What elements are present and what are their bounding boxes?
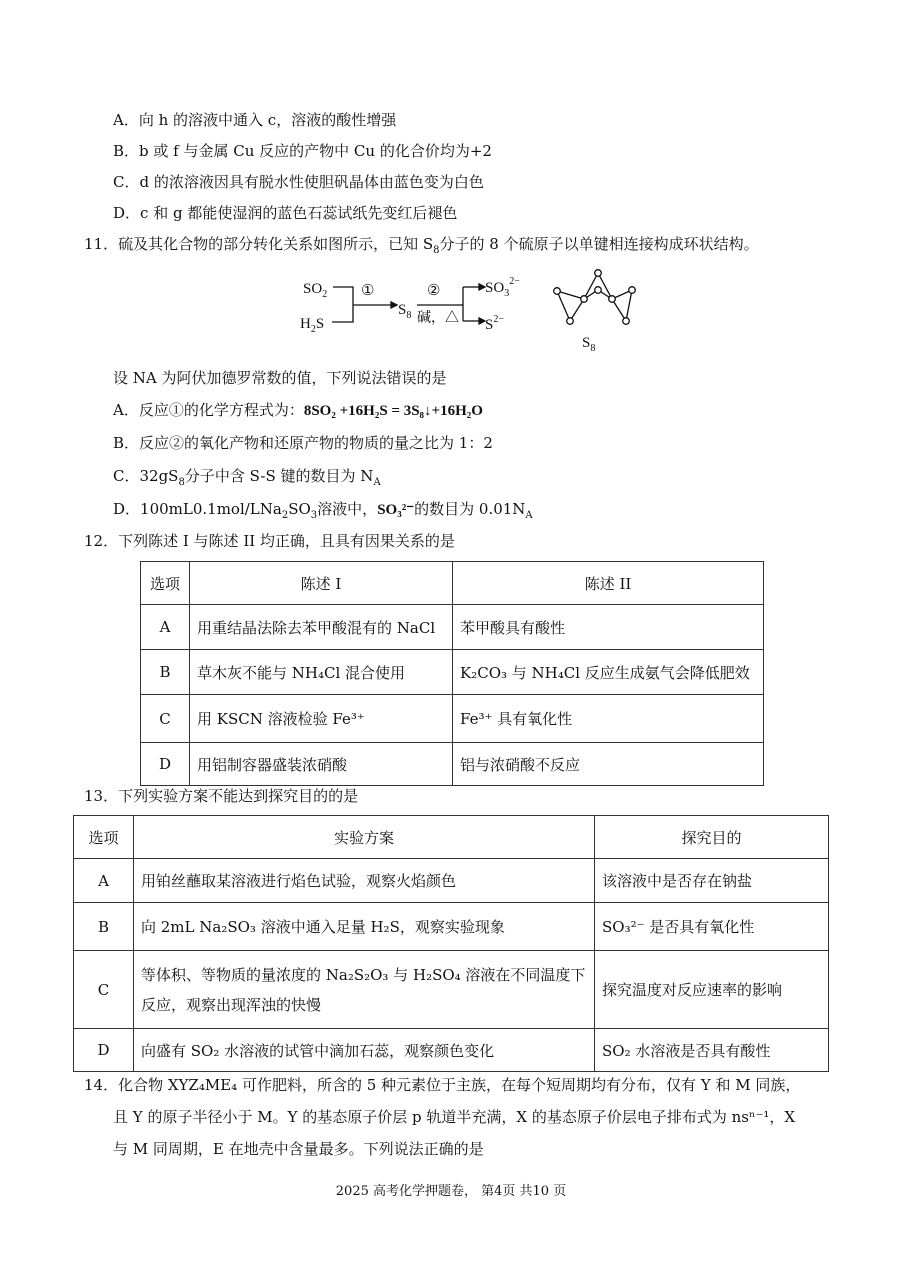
header-cell: 探究目的 (595, 816, 829, 859)
q12-table (140, 561, 764, 786)
header-cell: 选项 (141, 562, 190, 605)
table-cell: 用铝制容器盛装浓硝酸 (190, 743, 453, 786)
table-cell: D (74, 1029, 134, 1072)
table-cell: B (74, 903, 134, 951)
q10-option-c: C．d 的浓溶液因具有脱水性使胆矾晶体由蓝色变为白色 (113, 173, 484, 191)
table-row (141, 695, 764, 743)
q11-option-c: C．$32gS_8$分子中含 S-S 键的数目为 $N_A$ (113, 467, 381, 488)
so2-label: $SO_2$ (303, 281, 328, 300)
q11-intro: 设 NA 为阿伏加德罗常数的值，下列说法错误的是 (113, 369, 447, 387)
table-cell: 用 KSCN 溶液检验 Fe³⁺ (190, 695, 453, 743)
table-cell: 苯甲酸具有酸性 (453, 605, 764, 650)
q13-table (73, 815, 829, 1072)
s8-ring-structure (554, 270, 636, 325)
table-cell: A (141, 605, 190, 650)
q14-line-3: 与 M 同周期，E 在地壳中含量最多。下列说法正确的是 (113, 1140, 484, 1158)
table-row (141, 650, 764, 695)
table-cell: 该溶液中是否存在钠盐 (595, 859, 829, 903)
condition-label: 碱，△ (417, 311, 459, 326)
table-cell: 探究温度对反应速率的影响 (595, 951, 829, 1029)
table-row (74, 1029, 829, 1072)
q11-option-a: A．反应①的化学方程式为：8SO₂ +16H₂S = 3S₈↓+16H₂O (113, 401, 483, 419)
table-cell: 铝与浓硝酸不反应 (453, 743, 764, 786)
header-cell: 实验方案 (134, 816, 595, 859)
table-cell: SO₃²⁻ 是否具有氧化性 (595, 903, 829, 951)
table-cell: C (74, 951, 134, 1029)
table-header-row (74, 816, 829, 859)
q11-stem: 11．硫及其化合物的部分转化关系如图所示，已知 $S_8$分子的 8 个硫原子以单键相连接构成环状结构。 (84, 235, 759, 256)
page-footer: 2025 高考化学押题卷， 第4页 共10 页 (335, 1184, 567, 1199)
q11-diagram (295, 265, 645, 360)
table-row (74, 859, 829, 903)
header-cell: 陈述 II (453, 562, 764, 605)
so3-ion-label: $SO_3^{2-}$ (485, 276, 520, 299)
q13-stem: 13．下列实验方案不能达到探究目的的是 (84, 787, 359, 805)
step2-label: ② (427, 283, 441, 299)
table-cell: SO₂ 水溶液是否具有酸性 (595, 1029, 829, 1072)
step1-label: ① (361, 283, 375, 299)
table-header-row (141, 562, 764, 605)
q11-option-b: B．反应②的氧化产物和还原产物的物质的量之比为 1：2 (113, 434, 493, 452)
table-row (141, 743, 764, 786)
q10-option-d: D．c 和 g 都能使湿润的蓝色石蕊试纸先变红后褪色 (113, 204, 458, 222)
table-cell: Fe³⁺ 具有氧化性 (453, 695, 764, 743)
q14-line-1: 14．化合物 XYZ₄ME₄ 可作肥料，所含的 5 种元素位于主族，在每个短周期均有分布，仅有 Y 和 M 同族， (84, 1076, 801, 1094)
table-cell: 用铂丝蘸取某溶液进行焰色试验，观察火焰颜色 (134, 859, 595, 903)
h2s-label: $H_2S$ (300, 316, 325, 335)
ring-label: $S_8$ (582, 335, 596, 354)
table-cell: C (141, 695, 190, 743)
s8-product-label: $S_8$ (398, 302, 412, 321)
table-cell: D (141, 743, 190, 786)
table-cell: 草木灰不能与 NH₄Cl 混合使用 (190, 650, 453, 695)
table-row (74, 903, 829, 951)
table-row (74, 951, 829, 1029)
table-cell: 向盛有 SO₂ 水溶液的试管中滴加石蕊，观察颜色变化 (134, 1029, 595, 1072)
table-cell: 等体积、等物质的量浓度的 Na₂S₂O₃ 与 H₂SO₄ 溶液在不同温度下反应，观察出现浑浊的快慢 (134, 951, 595, 1029)
table-cell: 向 2mL Na₂SO₃ 溶液中通入足量 H₂S，观察实验现象 (134, 903, 595, 951)
s2-ion-label: $S^{2-}$ (485, 314, 504, 333)
header-cell: 陈述 I (190, 562, 453, 605)
table-cell: A (74, 859, 134, 903)
q14-line-2: 且 Y 的原子半径小于 M。Y 的基态原子价层 p 轨道半充满，X 的基态原子价层电子排布式为 nsⁿ⁻¹，X (113, 1108, 796, 1126)
q12-stem: 12．下列陈述 I 与陈述 II 均正确，且具有因果关系的是 (84, 532, 455, 550)
header-cell: 选项 (74, 816, 134, 859)
table-cell: B (141, 650, 190, 695)
q10-option-b: B．b 或 f 与金属 Cu 反应的产物中 Cu 的化合价均为+2 (113, 142, 492, 160)
table-row (141, 605, 764, 650)
q11-option-d: D．$100mL0.1mol/LNa_2SO_3$溶液中，SO₃²⁻的数目为 $0.01N_A$ (113, 500, 533, 521)
q10-option-a: A．向 h 的溶液中通入 c，溶液的酸性增强 (113, 111, 397, 129)
table-cell: K₂CO₃ 与 NH₄Cl 反应生成氨气会降低肥效 (453, 650, 764, 695)
table-cell: 用重结晶法除去苯甲酸混有的 NaCl (190, 605, 453, 650)
